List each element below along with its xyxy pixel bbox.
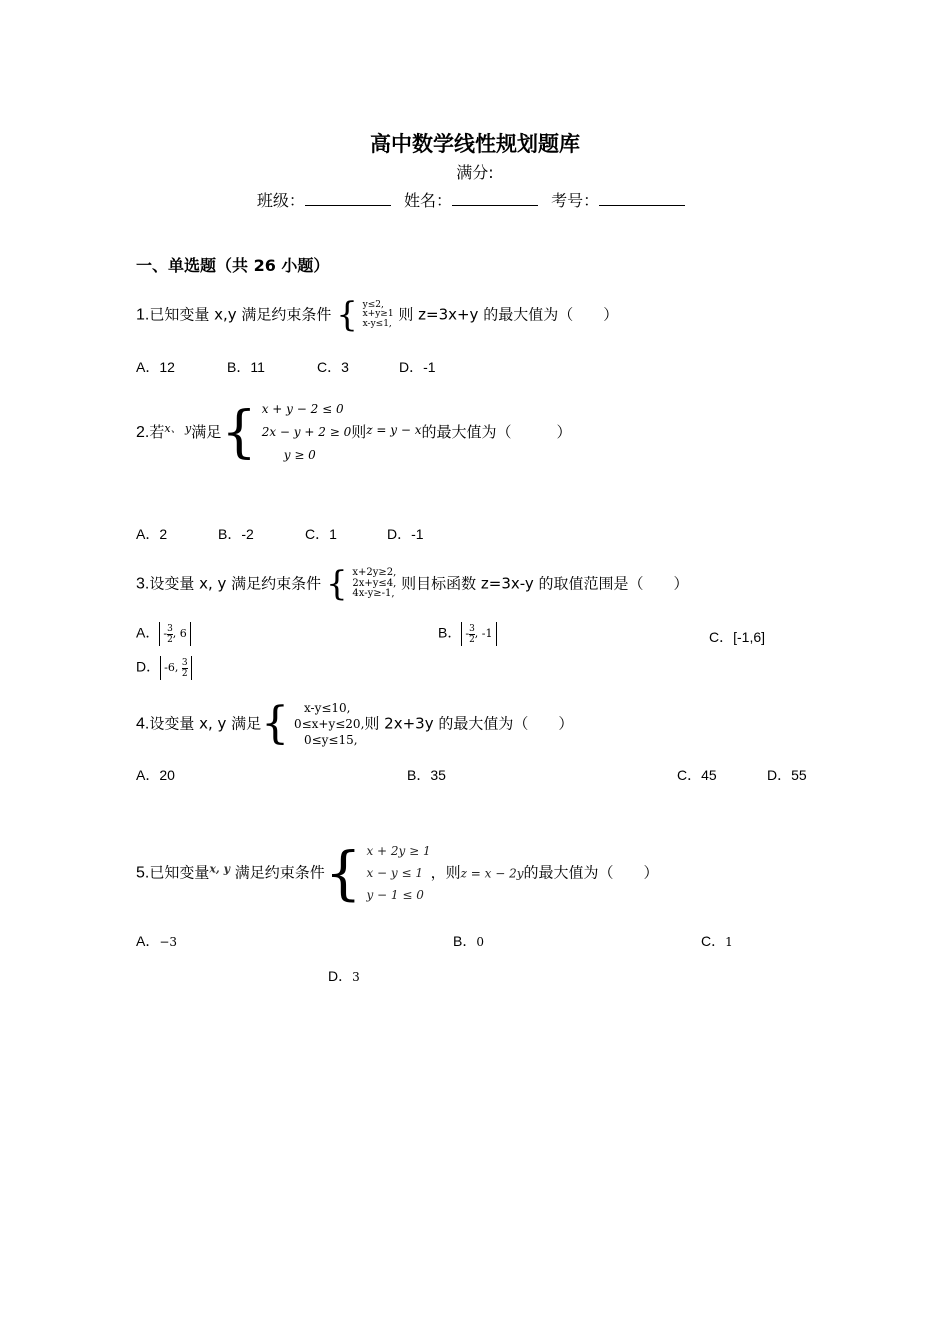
constraint-rows xyxy=(262,398,352,467)
question-text: 满足 xyxy=(191,423,222,441)
option-label: D． xyxy=(136,658,161,675)
constraint-row: 0≤x+y≤20, xyxy=(293,717,365,731)
constraint-rows xyxy=(366,840,430,906)
option-c[interactable]: C．[-1,6] xyxy=(709,629,766,645)
constraint-row: x + y − 2 ≤ 0 xyxy=(261,402,344,416)
interval-sign: - xyxy=(163,627,168,640)
question-2 xyxy=(136,398,572,467)
question-text: 则目标函数 z=3x-y 的取值范围是（ ） xyxy=(401,574,689,593)
option-b[interactable]: B．35 xyxy=(407,767,446,783)
question-text: 设变量 x, y 满足约束条件 xyxy=(149,574,322,593)
constraint-rows xyxy=(294,700,364,748)
option-label: C． xyxy=(701,933,726,949)
option-c[interactable]: C．1 xyxy=(305,526,337,542)
question-number: 5. xyxy=(136,864,150,882)
option-c[interactable]: C．3 xyxy=(317,359,349,375)
interval-start: -6, xyxy=(164,661,182,674)
constraint-system xyxy=(325,840,431,906)
constraint-row: y≤2, xyxy=(362,299,384,310)
question-4 xyxy=(136,700,573,748)
question-1 xyxy=(136,295,619,335)
objective-expression: z = y − x xyxy=(366,423,422,437)
question-text: ，则 xyxy=(430,863,461,882)
constraint-row: x − y ≤ 1 xyxy=(366,866,424,880)
interval-expression xyxy=(461,622,496,646)
interval-expression xyxy=(159,622,190,646)
constraint-rows xyxy=(352,568,396,600)
option-value: 1 xyxy=(725,935,733,949)
fraction-numerator: 3 xyxy=(167,623,173,634)
constraint-row: x+y≥1 xyxy=(362,309,394,320)
fraction xyxy=(182,658,188,679)
student-info-line xyxy=(0,188,950,211)
question-number: 1. xyxy=(136,306,150,324)
option-label: A． xyxy=(136,624,160,641)
question-text: 的最大值为（ ） xyxy=(523,863,659,882)
objective-expression: z = x − 2y xyxy=(460,866,524,881)
constraint-row: 2x − y + 2 ≥ 0 xyxy=(261,425,352,439)
name-label: 姓名： xyxy=(403,191,452,210)
option-label: A． xyxy=(136,933,160,949)
constraint-system xyxy=(261,700,364,748)
option-a[interactable]: A．2 xyxy=(136,526,168,542)
interval-expression xyxy=(160,656,191,680)
constraint-system xyxy=(221,398,351,467)
variables: x, y xyxy=(209,862,230,876)
score-label: 满分: xyxy=(456,163,494,182)
section-title: 一、单选题（共 26 小题） xyxy=(136,256,330,275)
question-text: 则 z=3x+y 的最大值为（ ） xyxy=(398,305,619,324)
question-text: 则 2x+3y 的最大值为（ ） xyxy=(364,714,574,733)
left-brace: { xyxy=(324,839,362,907)
constraint-row: 0≤y≤15, xyxy=(303,733,358,747)
question-text: 满足约束条件 xyxy=(234,863,325,882)
constraint-row: y − 1 ≤ 0 xyxy=(366,888,424,902)
constraint-row: x-y≤1, xyxy=(362,318,392,329)
question-number: 2. xyxy=(136,424,150,441)
question-text: 已知变量 xyxy=(149,863,210,882)
left-brace: { xyxy=(221,399,257,465)
question-5 xyxy=(136,840,659,906)
option-value: 0 xyxy=(476,935,484,949)
constraint-row: y ≥ 0 xyxy=(283,448,316,462)
option-c[interactable]: C．45 xyxy=(677,767,717,783)
constraint-row: x + 2y ≥ 1 xyxy=(366,844,431,858)
option-a[interactable]: A．20 xyxy=(136,767,175,783)
option-a[interactable] xyxy=(136,931,177,951)
class-blank[interactable] xyxy=(305,191,391,206)
constraint-row: 4x-y≥-1, xyxy=(352,588,395,600)
option-a[interactable]: A．12 xyxy=(136,359,175,375)
fraction-denominator: 2 xyxy=(181,668,188,679)
constraint-row: 2x+y≤4, xyxy=(352,577,397,589)
exam-no-blank[interactable] xyxy=(599,191,685,206)
option-b[interactable] xyxy=(438,622,497,646)
interval-sign: - xyxy=(465,627,470,640)
option-d[interactable] xyxy=(328,966,360,986)
interval-end: , -1 xyxy=(474,627,493,640)
constraint-system xyxy=(325,564,397,604)
fraction-denominator: 2 xyxy=(469,634,475,645)
question-text: 已知变量 x,y 满足约束条件 xyxy=(149,305,332,324)
option-d[interactable] xyxy=(136,656,192,680)
option-b[interactable] xyxy=(453,931,484,951)
name-blank[interactable] xyxy=(452,191,538,206)
constraint-row: x-y≤10, xyxy=(303,701,351,715)
fraction-denominator: 2 xyxy=(167,634,173,645)
page-title: 高中数学线性规划题库 xyxy=(370,132,580,156)
left-brace: { xyxy=(261,698,290,749)
left-brace: { xyxy=(336,295,358,335)
option-label: D． xyxy=(328,968,353,984)
option-d[interactable]: D．55 xyxy=(767,767,807,783)
option-c[interactable] xyxy=(701,931,733,951)
question-number: 3. xyxy=(136,575,150,593)
question-number: 4. xyxy=(136,715,150,733)
question-text: 若 xyxy=(149,423,165,441)
variables: x、 y xyxy=(164,422,192,435)
option-b[interactable]: B．11 xyxy=(227,359,265,375)
constraint-row: x+2y≥2, xyxy=(352,567,397,579)
interval-end: , 6 xyxy=(172,627,187,640)
question-text: 则 xyxy=(351,423,367,441)
question-text: 的最大值为（ ） xyxy=(421,423,572,441)
option-d[interactable]: D．-1 xyxy=(399,359,436,375)
option-label: B． xyxy=(453,933,477,949)
option-d[interactable]: D．-1 xyxy=(387,526,424,542)
fraction-numerator: 3 xyxy=(181,657,188,668)
option-value: 3 xyxy=(352,970,360,984)
constraint-rows xyxy=(363,301,394,329)
class-label: 班级： xyxy=(256,191,305,210)
question-text: 设变量 x, y 满足 xyxy=(149,714,262,733)
fraction-numerator: 3 xyxy=(469,623,475,634)
option-label: B． xyxy=(438,624,462,641)
option-b[interactable]: B．-2 xyxy=(218,526,254,542)
left-brace: { xyxy=(325,564,348,604)
constraint-system xyxy=(336,295,394,335)
option-value: −3 xyxy=(159,935,178,949)
option-a[interactable] xyxy=(136,622,191,646)
question-3 xyxy=(136,564,689,604)
exam-no-label: 考号： xyxy=(551,191,600,210)
